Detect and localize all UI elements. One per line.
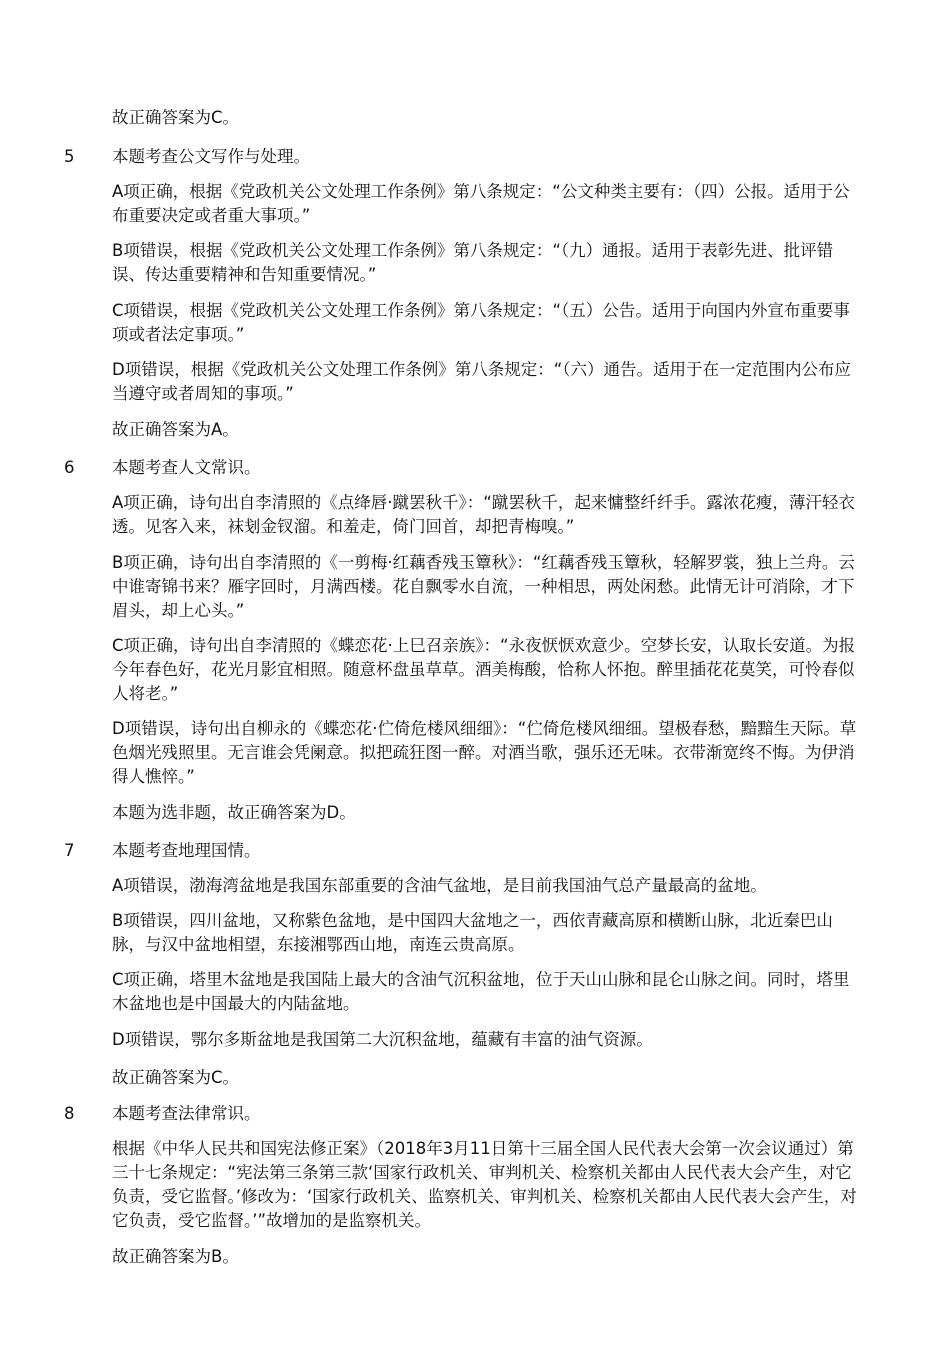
- q6-number: 6: [64, 458, 75, 477]
- q5-option-b: B项错误，根据《党政机关公文处理工作条例》第八条规定：“（九）通报。适用于表彰先进、批评错误、传达重要精神和告知重要情况。”: [112, 241, 834, 284]
- q5-option-a: A项正确，根据《党政机关公文处理工作条例》第八条规定：“公文种类主要有：（四）公报。适用于公布重要决定或者重大事项。”: [112, 182, 850, 225]
- q8-body: 根据《中华人民共和国宪法修正案》（2018年3月11日第十三届全国人民代表大会第一次会议通过）第三十七条规定：“宪法第三条第三款‘国家行政机关、审判机关、检察机关都由人民代表大会产生，对它负责，受它监督。’修改为：‘国家行政机关、监察机关、审判机关、检察机关都由人民代表大会产生，对它负责，受它监督。’”故增加的是监察机关。: [112, 1139, 857, 1230]
- q5-option-c: C项错误，根据《党政机关公文处理工作条例》第八条规定：“（五）公告。适用于向国内外宣布重要事项或者法定事项。”: [112, 301, 850, 344]
- q5-number: 5: [64, 147, 75, 166]
- intro-conclusion: 故正确答案为C。: [112, 108, 240, 127]
- q7-number: 7: [64, 841, 75, 860]
- q7-option-d: D项错误，鄂尔多斯盆地是我国第二大沉积盆地，蕴藏有丰富的油气资源。: [112, 1030, 653, 1049]
- q5-conclusion: 故正确答案为A。: [112, 420, 239, 439]
- q5-title: 本题考查公文写作与处理。: [112, 147, 310, 166]
- q6-conclusion: 本题为选非题，故正确答案为D。: [112, 803, 356, 822]
- q6-option-b: B项正确，诗句出自李清照的《一剪梅·红藕香残玉簟秋》：“红藕香残玉簟秋，轻解罗裳，独上兰舟。云中谁寄锦书来？雁字回时，月满西楼。花自飘零水自流，一种相思，两处闲愁。此情无计可消除，才下眉头，却上心头。”: [112, 553, 855, 620]
- q6-title: 本题考查人文常识。: [112, 458, 261, 477]
- q8-title: 本题考查法律常识。: [112, 1104, 261, 1123]
- q7-option-b: B项错误，四川盆地，又称紫色盆地，是中国四大盆地之一，西依青藏高原和横断山脉，北近秦巴山脉，与汉中盆地相望，东接湘鄂西山地，南连云贵高原。: [112, 911, 833, 954]
- q8-conclusion: 故正确答案为B。: [112, 1247, 239, 1266]
- q5-option-d: D项错误，根据《党政机关公文处理工作条例》第八条规定：“（六）通告。适用于在一定范围内公布应当遵守或者周知的事项。”: [112, 360, 852, 403]
- q8-number: 8: [64, 1104, 75, 1123]
- q7-conclusion: 故正确答案为C。: [112, 1068, 240, 1087]
- q7-option-c: C项正确，塔里木盆地是我国陆上最大的含油气沉积盆地，位于天山山脉和昆仑山脉之间。同时，塔里木盆地也是中国最大的内陆盆地。: [112, 970, 850, 1013]
- q6-option-c: C项正确，诗句出自李清照的《蝶恋花·上巳召亲族》：“永夜恹恹欢意少。空梦长安，认取长安道。为报今年春色好，花光月影宜相照。随意杯盘虽草草。酒美梅酸，恰称人怀抱。醉里插花花莫笑，可怜春似人将老。”: [112, 636, 856, 703]
- q6-option-d: D项错误，诗句出自柳永的《蝶恋花·伫倚危楼风细细》：“伫倚危楼风细细。望极春愁，黯黯生天际。草色烟光残照里。无言谁会凭阑意。拟把疏狂图一醉。对酒当歌，强乐还无味。衣带渐宽终不悔。为伊消得人憔悴。”: [112, 719, 857, 786]
- q6-option-a: A项正确，诗句出自李清照的《点绛唇·蹴罢秋千》：“蹴罢秋千，起来慵整纤纤手。露浓花瘦，薄汗轻衣透。见客入来，袜刬金钗溜。和羞走，倚门回首，却把青梅嗅。”: [112, 493, 855, 536]
- q7-option-a: A项错误，渤海湾盆地是我国东部重要的含油气盆地，是目前我国油气总产量最高的盆地。: [112, 876, 767, 895]
- q7-title: 本题考查地理国情。: [112, 841, 261, 860]
